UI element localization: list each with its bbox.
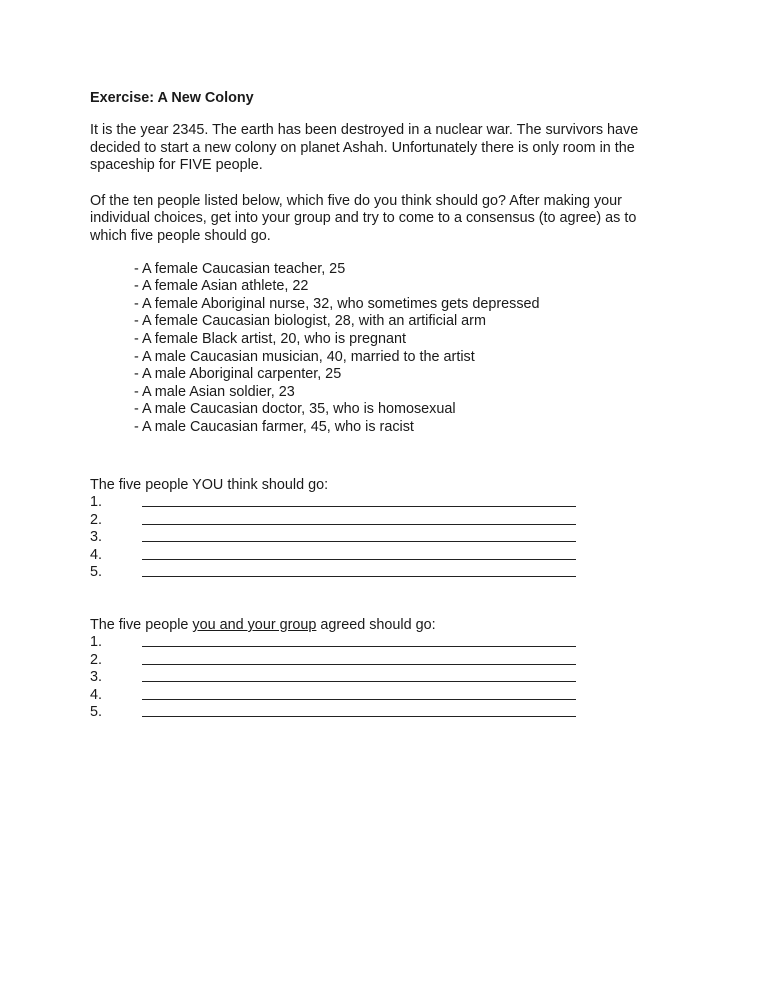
answer-number: 2. <box>90 651 103 668</box>
answer-number: 5. <box>90 704 103 721</box>
answer-line[interactable] <box>90 669 590 687</box>
group-heading-start: The five people <box>90 617 193 633</box>
candidate-item: - A male Asian soldier, 23 <box>134 383 295 400</box>
candidate-item: - A male Aboriginal carpenter, 25 <box>134 366 342 383</box>
candidate-item: - A female Black artist, 20, who is pregnant <box>134 330 406 347</box>
group-heading-underlined: you and your group <box>192 617 317 633</box>
candidate-item: - A male Caucasian musician, 40, married to the artist <box>134 348 475 365</box>
answer-line[interactable] <box>90 564 590 582</box>
blank-line <box>142 699 576 700</box>
worksheet-body <box>90 88 650 437</box>
answer-line[interactable] <box>90 652 590 670</box>
blank-line <box>142 646 576 647</box>
candidate-item: - A female Caucasian biologist, 28, with an artificial arm <box>134 313 486 330</box>
answer-number: 1. <box>90 634 103 650</box>
answer-line[interactable] <box>90 529 590 547</box>
instructions-paragraph: Of the ten people listed below, which five do you think should go? After making your individual choices, get into your group and try to come to a consensus (to agree) as to which five people should go. <box>90 192 637 244</box>
answer-line[interactable] <box>90 634 590 652</box>
answer-number: 3. <box>90 669 103 686</box>
answer-number: 3. <box>90 529 103 546</box>
candidate-item: - A female Aboriginal nurse, 32, who sometimes gets depressed <box>134 295 540 312</box>
answer-number: 5. <box>90 564 103 581</box>
your-choices-lines <box>90 494 590 582</box>
answer-number: 4. <box>90 686 103 703</box>
intro-paragraph: It is the year 2345. The earth has been destroyed in a nuclear war. The survivors have decided to start a new colony on planet Ashah. Unfortunately there is only room in the spaceship for FIVE people. <box>90 122 639 174</box>
blank-line <box>142 576 576 577</box>
answer-number: 1. <box>90 494 103 510</box>
blank-line <box>142 681 576 682</box>
answer-number: 2. <box>90 511 103 528</box>
group-choices-lines <box>90 634 590 722</box>
group-heading-end: agreed should go: <box>316 617 436 633</box>
candidate-item: - A male Caucasian doctor, 35, who is homosexual <box>134 401 456 418</box>
blank-line <box>142 664 576 665</box>
answer-line[interactable] <box>90 704 590 722</box>
group-choices-heading <box>90 616 590 634</box>
your-choices-heading: The five people YOU think should go: <box>90 477 329 493</box>
candidate-item: - A female Caucasian teacher, 25 <box>134 260 346 277</box>
candidate-item: - A female Asian athlete, 22 <box>134 278 309 295</box>
group-choices-section <box>90 616 590 722</box>
blank-line <box>142 559 576 560</box>
exercise-title: Exercise: A New Colony <box>90 90 254 106</box>
answer-line[interactable] <box>90 547 590 565</box>
answer-line[interactable] <box>90 512 590 530</box>
answer-number: 4. <box>90 546 103 563</box>
candidate-list <box>90 261 650 437</box>
blank-line <box>142 541 576 542</box>
answer-line[interactable] <box>90 494 590 512</box>
candidate-item: - A male Caucasian farmer, 45, who is racist <box>134 418 414 435</box>
your-choices-section <box>90 476 590 582</box>
blank-line <box>142 506 576 507</box>
answer-line[interactable] <box>90 687 590 705</box>
blank-line <box>142 716 576 717</box>
blank-line <box>142 524 576 525</box>
